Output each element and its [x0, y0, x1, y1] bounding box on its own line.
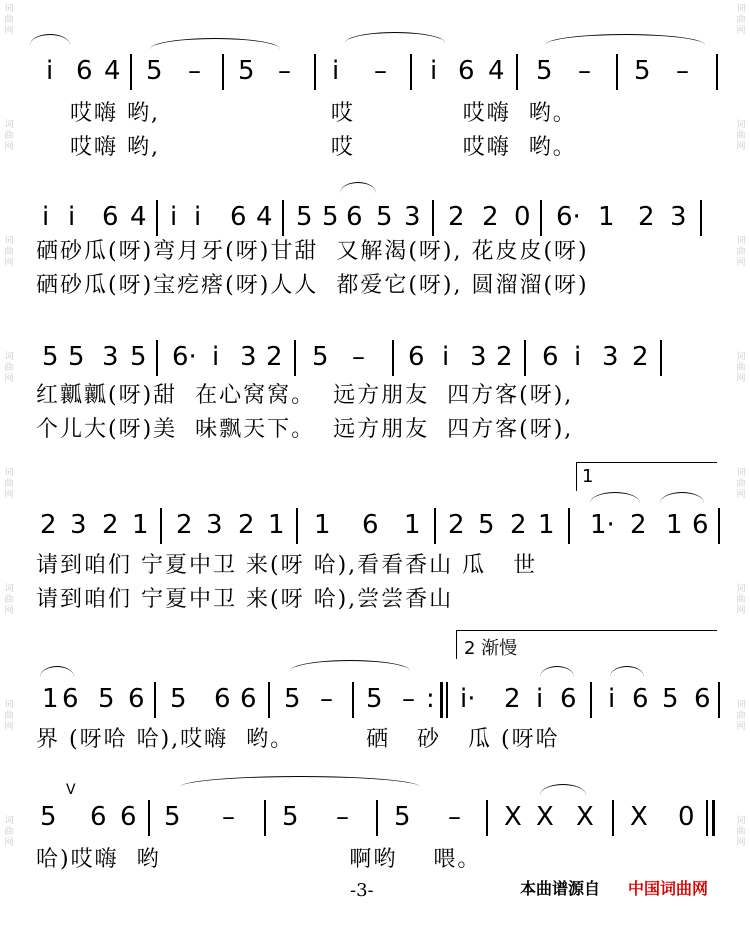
page-number: -3- — [350, 880, 374, 901]
watermark-text: 词曲网 — [4, 584, 14, 616]
tie — [180, 776, 420, 787]
notes-line: 5 5 3 5 6· i 3 2 5 – 6 i 3 2 6 i 3 2 — [30, 338, 720, 378]
watermark-text: 词曲网 — [736, 120, 746, 152]
watermark-text: 词曲网 — [4, 352, 14, 384]
notes-line: i i 6 4 i i 6 4 5 5 6 5 3 2 2 0 6· 1 2 3 — [30, 198, 720, 238]
volta-label: 2 渐慢 — [464, 638, 518, 659]
tie — [150, 38, 280, 49]
slur — [40, 666, 74, 677]
volta-bracket — [576, 462, 717, 491]
lyric-line-1: 哎嗨 哟, 哎 哎嗨 哟。 — [34, 101, 577, 126]
watermark-text: 词曲网 — [4, 700, 14, 732]
watermark-text: 词曲网 — [4, 4, 14, 36]
lyric-line-1: 哈)哎嗨 哟 啊哟 喂。 — [36, 847, 482, 872]
lyric-line-1: 界 (呀哈 哈),哎嗨 哟。 硒 砂 瓜 (呀哈 — [36, 727, 560, 752]
tie — [290, 660, 410, 671]
watermark-text: 词曲网 — [736, 352, 746, 384]
lyric-line-2: 哎嗨 哟, 哎 哎嗨 哟。 — [34, 135, 577, 160]
tie — [545, 34, 705, 45]
slur — [540, 784, 586, 795]
notes-line: i 6 4 5 – 5 – i – i 6 4 5 – 5 – — [30, 52, 720, 92]
watermark-text: 词曲网 — [736, 236, 746, 268]
slur — [610, 666, 644, 677]
watermark-text: 词曲网 — [736, 700, 746, 732]
lyric-line-2: 个儿大(呀)美 味飘天下。 远方朋友 四方客(呀), — [36, 417, 574, 442]
notes-line: 2 3 2 1 2 3 2 1 1 6 1 2 5 2 1 1· 2 1 6 — [30, 506, 720, 546]
slur — [540, 666, 574, 677]
slur — [660, 492, 704, 503]
source-label: 本曲谱源自 — [520, 879, 601, 898]
slur — [590, 492, 640, 503]
notes-line: 1 6 5 6 5 6 6 5 – 5 – : i· 2 i 6 i 6 5 6 — [30, 680, 720, 720]
watermark-text: 词曲网 — [4, 816, 14, 848]
breath-mark: V — [66, 782, 76, 798]
watermark-text: 词曲网 — [4, 236, 14, 268]
lyric-line-2: 硒砂瓜(呀)宝疙瘩(呀)人人 都爱它(呀), 圆溜溜(呀) — [36, 273, 589, 298]
slur — [340, 182, 376, 193]
notes-line: 5 6 6 5 – 5 – 5 – X X X X 0 — [30, 798, 720, 838]
watermark-text: 词曲网 — [736, 4, 746, 36]
source-site-link[interactable]: 中国词曲网 — [628, 879, 709, 898]
volta-label: 1 — [582, 466, 594, 487]
lyric-line-1: 硒砂瓜(呀)弯月牙(呀)甘甜 又解渴(呀), 花皮皮(呀) — [36, 239, 589, 264]
slur — [30, 34, 70, 45]
watermark-text: 词曲网 — [736, 816, 746, 848]
watermark-text: 词曲网 — [4, 468, 14, 500]
tie — [345, 32, 445, 43]
watermark-text: 词曲网 — [736, 584, 746, 616]
watermark-text: 词曲网 — [4, 120, 14, 152]
watermark-text: 词曲网 — [736, 468, 746, 500]
lyric-line-1: 请到咱们 宁夏中卫 来(呀 哈),看看香山 瓜 世 — [36, 553, 538, 578]
lyric-line-2: 请到咱们 宁夏中卫 来(呀 哈),尝尝香山 — [36, 587, 454, 612]
lyric-line-1: 红瓤瓤(呀)甜 在心窝窝。 远方朋友 四方客(呀), — [36, 383, 574, 408]
